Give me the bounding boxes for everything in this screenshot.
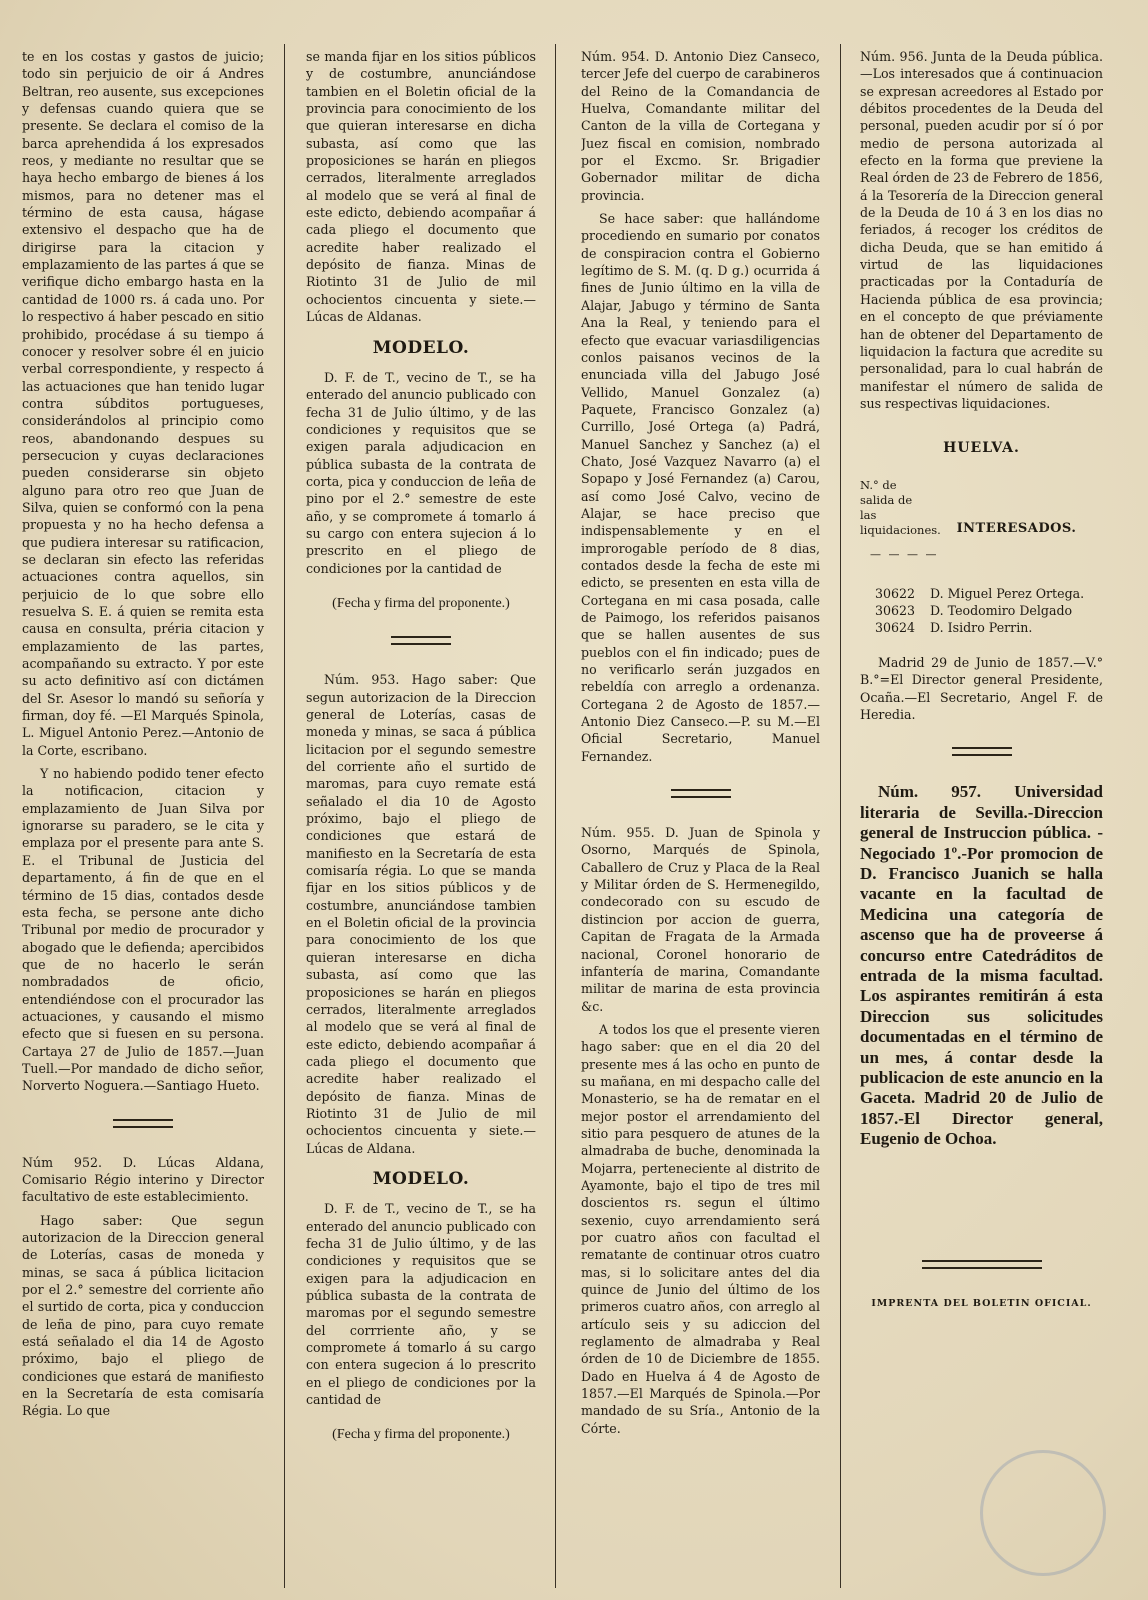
imprint: IMPRENTA DEL BOLETIN OFICIAL. (871, 1297, 1092, 1309)
interesado-name: D. Miguel Perez Ortega. (930, 585, 1085, 601)
interesado-name: D. Isidro Perrin. (930, 619, 1033, 635)
text-paragraph: se manda fijar en los sitios públicos y de costumbre, anunciándose tambien en el Boletin oficial de la provincia para conocimiento de los que quieran interesarse en dicha subasta, así como que las proposiciones se harán en pliegos cerrados, literalmente arreglados al modelo que se verá al final de este edicto, debiendo acompañar á cada pliego el documento que acredite haber realizado el depósito de fianza. Minas de Riotinto 31 de Julio de mil ochocientos cincuenta y siete.—Lúcas de Aldanas. (306, 49, 536, 325)
notice-paragraph-bold: Núm. 957. Universidad literaria de Sevilla.-Direccion general de Instruccion pública. -Negociado 1º.-Por promocion de D. Francisco Juanich se halla vacante en la facultad de Medicina una categoría de ascenso que ha de proveerse á concurso entre Catedráditos de entrada de la misma facultad. Los aspirantes remitirán á esta Direccion sus solicitudes documentadas en el término de un mes, á contar desde la publicacion de este anuncio en la Gaceta. Madrid 20 de Julio de 1857.-El Director general, Eugenio de Ochoa. (860, 782, 1103, 1149)
table-row (860, 602, 1103, 619)
table-row (860, 585, 1103, 602)
text-paragraph: Núm. 956. Junta de la Deuda pública.—Los interesados que á continuacion se expresan acreedores al Estado por débitos procedentes de la Deuda del personal, pueden acudir por sí ó por medio de persona autorizada al efecto en la forma que previene la Real órden de 23 de Febrero de 1856, á la Tesorería de la Direccion general de la Deuda de 10 á 3 en los dias no feriados, á recoger los créditos de dicha Deuda, que se han emitido á virtud de las liquidaciones practicadas por la Contaduría de Hacienda pública de esa provincia; en el concepto de que préviamente han de obtener del Departamento de liquidacion la factura que acredite su personalidad, para lo cual habrán de manifestar el número de salida de sus respectivas liquidaciones. (860, 49, 1103, 411)
dash-line: — — — — (870, 547, 939, 561)
liquidacion-number: 30624 (874, 619, 916, 635)
section-separator (391, 636, 451, 645)
signature-line: (Fecha y firma del proponente.) (332, 1427, 510, 1443)
text-paragraph: Se hace saber: que hallándome procediendo en sumario por conatos de conspiracion contra el Gobierno legítimo de S. M. (q. D g.) ocurrida á fines de Junio último en la villa de Alajar, Jabugo y término de Santa Ana la Real, y teniendo para el efecto que evacuar variasdiligencias conlos paisanos vecinos de la enunciada villa del Jabugo José Vellido, Manuel Gonzalez (a) Paquete, Francisco Gonzalez (a) Currillo, José Ortega (a) Padrá, Manuel Sanchez y Sanchez (a) el Chato, José Vazquez Navarro (a) el Sopapo y José Fernandez (a) Carou, así como José Calvo, vecino de Alajar, se hace preciso que indispensablemente y en el improrogable período de 8 dias, contados desde la fecha de este mi edicto, se presenten en esta villa de Cortegana en mi casa posada, calle de Paimogo, los referidos paisanos que se hallen ausentes de sus pueblos con el fin indicado; pues de no verificarlo serán juzgados en rebeldía con arreglo a ordenanza. Cortegana 2 de Agosto de 1857.—Antonio Diez Canseco.—P. su M.—El Oficial Secretario, Manuel Fernandez. (581, 211, 820, 764)
table-row (860, 619, 1103, 636)
notice-heading: Núm 952. D. Lúcas Aldana, Comisario Régio interino y Director facultativo de este establecimiento. (22, 1154, 264, 1205)
signature-line: (Fecha y firma del proponente.) (332, 595, 510, 611)
text-paragraph: Hago saber: Que segun autorizacion de la Direccion general de Loterías, casas de moneda y minas, se saca á pública licitacion por el 2.° semestre del corriente año el surtido de corta, pica y conduccion de leña de pino, para cuyo remate está señalado el dia 14 de Agosto próximo, bajo el pliego de condiciones que estará de manifiesto en la Secretaría de esta comisaría Régia. Lo que (22, 1212, 264, 1419)
text-paragraph: te en los costas y gastos de juicio; todo sin perjuicio de oir á Andres Beltran, reo ausente, sus excepciones y defensas cuando quiera que se presente. Se declara el comiso de la barca aprehendida á los expresados reos, y mediante no resultar que se haya hecho embargo de bienes á los mismos, para no detener mas el término de esta causa, hágase extensivo el despacho que ha de dirigirse para la citacion y emplazamiento de las partes á que se verifique dicho embargo hasta en la cantidad de 1000 rs. á cada uno. Por lo respectivo á haber pescado en sitio prohibido, procédase á su tiempo á conocer y resolver sobre él en juicio verbal correspondiente, y respecto á las actuaciones que han tenido lugar contra súbditos portugueses, considerándolos al principio como reos, abandonando despues su persecucion y cuyas declaraciones pueden considerarse sin objeto alguno para otro reo que Juan de Silva, quien se conformó con la pena propuesta y no ha hecho defensa a que pudiera interesar su ratificacion, se declaran sin efecto las referidas actuaciones contra aquellos, sin perjuicio de lo que sobre ello resuelva S. E. á quien se remita esta causa en consulta, préria citacion y emplazamiento de las partes, acompañando su extracto. Y por este su acto definitivo así con dictámen del Sr. Asesor lo mandó su señoría y firman, doy fé. —El Marqués Spinola, L. Miguel Antonio Perez.—Antonio de la Corte, escribano. (22, 49, 264, 758)
library-stamp (980, 1450, 1106, 1576)
section-separator (952, 747, 1012, 756)
column-rule (284, 44, 285, 1588)
column-rule (840, 44, 841, 1588)
column-2 (306, 48, 536, 1588)
text-paragraph: D. F. de T., vecino de T., se ha enterado del anuncio publicado con fecha 31 de Julio último, y de las condiciones y requisitos que se exigen para la adjudicacion en pública subasta de la contrata de maromas por el segundo semestre del corrriente año, y se compromete á tomarlo á su cargo con entera sugecion á lo prescrito en el pliego de condiciones por la cantidad de (306, 1201, 536, 1408)
column-header-number: N.° de salida de las liquidaciones. (860, 477, 941, 537)
interesado-name: D. Teodomiro Delgado (930, 602, 1073, 618)
notice-heading: Núm. 954. D. Antonio Diez Canseco, tercer Jefe del cuerpo de carabineros del Reino de la Comandancia de Huelva, Comandante militar del Canton de la villa de Cortegana y Juez fiscal en comision, nombrado por el Excmo. Sr. Brigadier Gobernador militar de dicha provincia. (581, 49, 820, 203)
column-rule (555, 44, 556, 1588)
text-paragraph: Madrid 29 de Junio de 1857.—V.° B.°=El Director general Presidente, Ocaña.—El Secretario, Angel F. de Heredia. (860, 654, 1103, 722)
text-paragraph: A todos los que el presente vieren hago saber: que en el dia 20 del presente mes á las ocho en punto de su mañana, en mi despacho calle del Monasterio, se ha de rematar en el mejor postor el arrendamiento del sitio para pesquero de atunes de la almadraba de buche, denominada la Mojarra, perteneciente al distrito de Ayamonte, bajo el tipo de tres mil doscientos rs. segun el último sexenio, cuyo arrendamiento será por cuatro años con facultad el rematante de continuar otros cuatro mas, si lo solicitare antes del dia quince de Junio del último de los primeros cuatro años, con arreglo al artículo seis y su adiccion del reglamento de almadraba y Real órden de 10 de Diciembre de 1855. Dado en Huelva á 4 de Agosto de 1857.—El Marqués de Spinola.—Por mandado de su Sría., Antonio de la Córte. (581, 1021, 820, 1436)
column-header-interesados: INTERESADOS. (956, 521, 1077, 537)
column-4 (860, 48, 1103, 1588)
text-paragraph: Núm. 953. Hago saber: Que segun autorizacion de la Direccion general de Loterías, casas de moneda y minas, se saca á pública licitacion por el segundo semestre del corriente año el surtido de maromas, para cuyo remate está señalado el dia 10 de Agosto próximo, bajo el pliego de condiciones que estará de manifiesto en la Secretaría de esta comisaría régia. Lo que se manda fijar en los sitios públicos y de costumbre, anunciándose tambien en el Boletin oficial de la provincia para conocimiento de los que quieran interesarse en dicha subasta, así como que las proposiciones se harán en pliegos cerrados, literalmente arreglados al modelo que se verá al final de este edicto, debiendo acompañar á cada pliego el documento que acredite haber realizado el depósito de fianza. Minas de Riotinto 31 de Julio de mil ochocientos cincuenta y siete.—Lúcas de Aldana. (306, 672, 536, 1156)
section-separator (113, 1119, 173, 1128)
modelo-heading: MODELO. (372, 337, 470, 358)
liquidacion-number: 30622 (874, 585, 916, 601)
section-separator (922, 1260, 1042, 1269)
liquidacion-number: 30623 (874, 602, 916, 618)
text-paragraph: D. F. de T., vecino de T., se ha enterado del anuncio publicado con fecha 31 de Julio último, y de las condiciones y requisitos que se exigen parala adjudicacion en pública subasta de la contrata de corta, pica y conduccion de leña de pino por el 2.° semestre de este año, y se compromete á tomarlo á su cargo con entera sujecion á lo prescrito en el pliego de condiciones por la cantidad de (306, 369, 536, 576)
column-3 (581, 48, 820, 1588)
section-separator (671, 789, 731, 798)
modelo-heading: MODELO. (372, 1168, 470, 1189)
notice-heading: Núm. 955. D. Juan de Spinola y Osorno, Marqués de Spinola, Caballero de Cruz y Placa de la Real y Militar órden de S. Hermenegildo, condecorado con su escudo de distincion por accion de guerra, Capitan de Fragata de la Armada nacional, Coronel honorario de infantería de marina, Comandante militar de marina de esta provincia &c. (581, 825, 820, 1014)
table-header (860, 478, 1103, 538)
column-1 (22, 48, 264, 1588)
section-heading: HUELVA. (943, 440, 1020, 457)
text-paragraph: Y no habiendo podido tener efecto la notificacion, citacion y emplazamiento de Juan Silva por ignorarse su paradero, se le cita y emplaza por el presente para ante S. E. el Tribunal de Justicia del departamento, á fin de que en el término de 15 dias, contados desde esta fecha, se persone ante dicho Tribunal por medio de procurador y abogado que le defienda; apercibidos que de no hacerlo le serán nombradados de oficio, entendiéndose con el procurador las actuaciones, y causando el mismo efecto que si fuesen en su persona. Cartaya 27 de Julio de 1857.—Juan Tuell.—Por mandado de dicho señor, Norverto Noguera.—Santiago Hueto. (22, 766, 264, 1094)
